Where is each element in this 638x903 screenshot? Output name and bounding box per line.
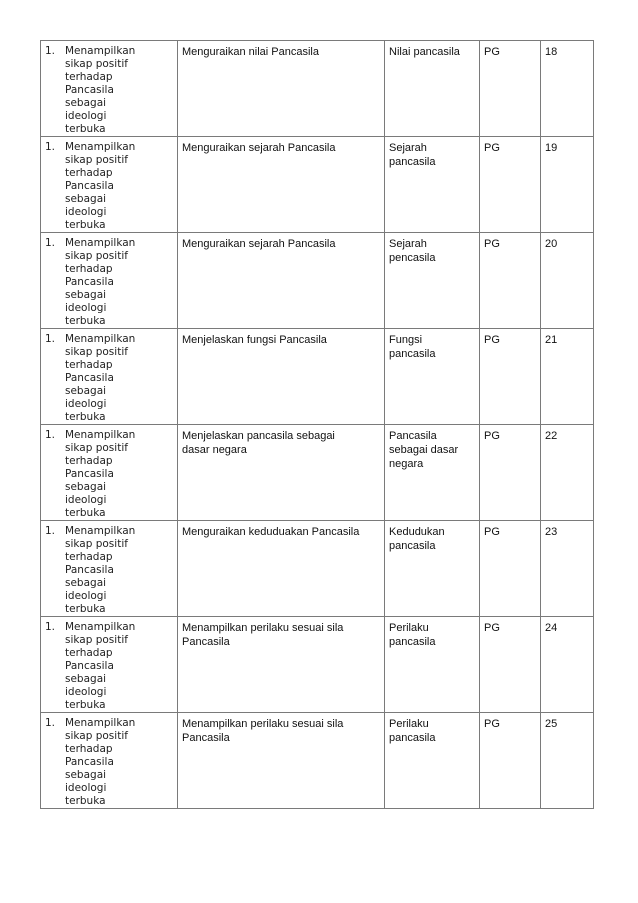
bentuk-soal-text: PG [484,46,500,58]
kompetensi-text: Menampilkan sikap positif terhadap Pancasila sebagai ideologi terbuka [65,141,136,231]
nomor-soal-text: 21 [545,334,558,346]
kompetensi-text: Menampilkan sikap positif terhadap Pancasila sebagai ideologi terbuka [65,429,136,519]
indikator-cell [178,617,385,713]
bentuk-soal-cell [480,41,541,137]
kompetensi-text: Menampilkan sikap positif terhadap Pancasila sebagai ideologi terbuka [65,525,136,615]
nomor-soal-text: 18 [545,46,558,58]
materi-text: Sejarah pencasila [389,238,436,264]
kompetensi-cell [41,521,178,617]
bentuk-soal-text: PG [484,334,500,346]
indikator-text: Menjelaskan pancasila sebagai dasar negara [182,430,335,456]
bentuk-soal-cell [480,233,541,329]
materi-text: Kedudukan pancasila [389,526,445,552]
kompetensi-number: 1. [45,333,56,345]
kompetensi-number: 1. [45,525,56,537]
kompetensi-number: 1. [45,45,56,57]
table-row [41,713,594,809]
kompetensi-text: Menampilkan sikap positif terhadap Pancasila sebagai ideologi terbuka [65,333,136,423]
materi-text: Fungsi pancasila [389,334,436,360]
materi-cell [385,521,480,617]
kompetensi-text: Menampilkan sikap positif terhadap Pancasila sebagai ideologi terbuka [65,237,136,327]
kompetensi-cell [41,137,178,233]
nomor-soal-text: 19 [545,142,558,154]
table-row [41,137,594,233]
indikator-cell [178,137,385,233]
materi-cell [385,713,480,809]
indikator-text: Menguraikan sejarah Pancasila [182,142,336,154]
nomor-soal-cell [541,329,594,425]
materi-text: Sejarah pancasila [389,142,436,168]
kompetensi-number: 1. [45,237,56,249]
nomor-soal-cell [541,425,594,521]
table-row [41,617,594,713]
indikator-cell [178,329,385,425]
bentuk-soal-cell [480,617,541,713]
bentuk-soal-cell [480,713,541,809]
materi-cell [385,617,480,713]
indikator-text: Menguraikan sejarah Pancasila [182,238,336,250]
table-row [41,233,594,329]
nomor-soal-text: 22 [545,430,558,442]
materi-cell [385,329,480,425]
bentuk-soal-cell [480,521,541,617]
kompetensi-cell [41,617,178,713]
indikator-text: Menguraikan keduduakan Pancasila [182,526,360,538]
materi-cell [385,233,480,329]
materi-cell [385,425,480,521]
bentuk-soal-cell [480,329,541,425]
kisi-kisi-table [40,40,594,809]
bentuk-soal-text: PG [484,718,500,730]
kompetensi-text: Menampilkan sikap positif terhadap Pancasila sebagai ideologi terbuka [65,621,136,711]
bentuk-soal-text: PG [484,430,500,442]
kompetensi-number: 1. [45,717,56,729]
table-row [41,425,594,521]
nomor-soal-cell [541,233,594,329]
indikator-cell [178,41,385,137]
kompetensi-cell [41,329,178,425]
kompetensi-cell [41,713,178,809]
materi-text: Perilaku pancasila [389,718,436,744]
materi-text: Perilaku pancasila [389,622,436,648]
kompetensi-text: Menampilkan sikap positif terhadap Pancasila sebagai ideologi terbuka [65,717,136,807]
nomor-soal-cell [541,617,594,713]
table-body [41,41,594,809]
kompetensi-text: Menampilkan sikap positif terhadap Pancasila sebagai ideologi terbuka [65,45,136,135]
materi-text: Nilai pancasila [389,46,460,58]
indikator-text: Menampilkan perilaku sesuai sila Pancasila [182,622,344,648]
bentuk-soal-text: PG [484,238,500,250]
indikator-cell [178,233,385,329]
nomor-soal-text: 23 [545,526,558,538]
nomor-soal-text: 24 [545,622,558,634]
kompetensi-number: 1. [45,621,56,633]
materi-cell [385,41,480,137]
nomor-soal-text: 25 [545,718,558,730]
indikator-text: Menampilkan perilaku sesuai sila Pancasila [182,718,344,744]
kompetensi-cell [41,233,178,329]
materi-text: Pancasila sebagai dasar negara [389,430,459,470]
nomor-soal-text: 20 [545,238,558,250]
nomor-soal-cell [541,713,594,809]
indikator-cell [178,425,385,521]
indikator-text: Menjelaskan fungsi Pancasila [182,334,327,346]
table-row [41,521,594,617]
bentuk-soal-text: PG [484,622,500,634]
kompetensi-number: 1. [45,429,56,441]
nomor-soal-cell [541,41,594,137]
materi-cell [385,137,480,233]
table-row [41,329,594,425]
indikator-text: Menguraikan nilai Pancasila [182,46,319,58]
bentuk-soal-cell [480,137,541,233]
table-row [41,41,594,137]
bentuk-soal-cell [480,425,541,521]
bentuk-soal-text: PG [484,526,500,538]
kompetensi-cell [41,425,178,521]
indikator-cell [178,521,385,617]
indikator-cell [178,713,385,809]
bentuk-soal-text: PG [484,142,500,154]
kompetensi-cell [41,41,178,137]
nomor-soal-cell [541,137,594,233]
kompetensi-number: 1. [45,141,56,153]
nomor-soal-cell [541,521,594,617]
